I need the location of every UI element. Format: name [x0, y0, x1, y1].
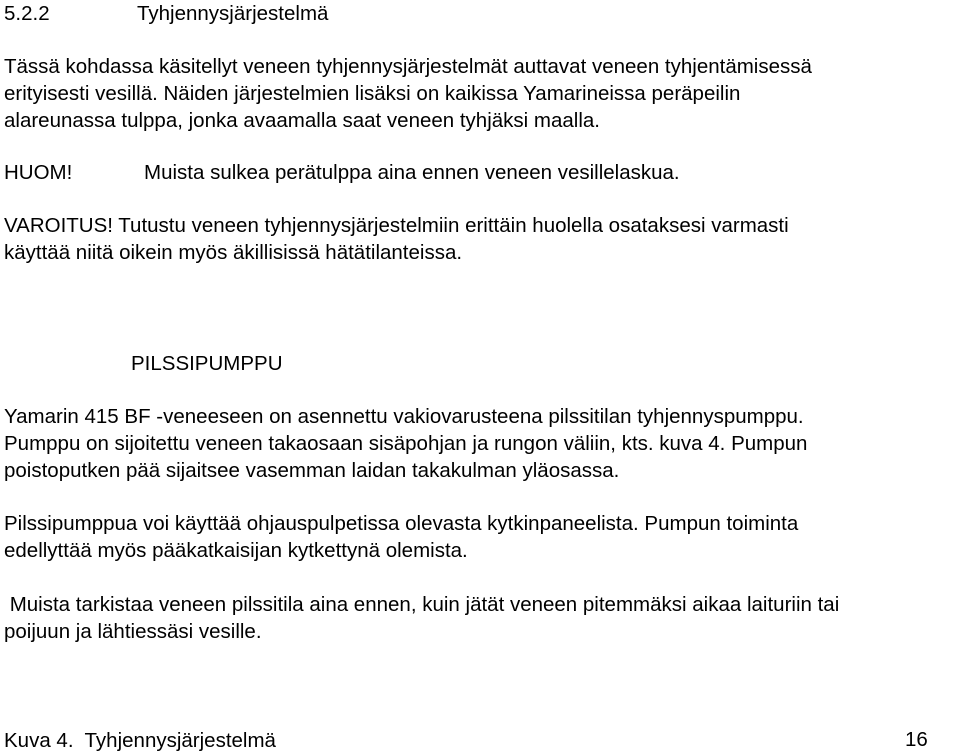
note-label: HUOM! — [4, 161, 73, 184]
warning-label: VAROITUS! — [4, 214, 113, 237]
intro-line: Tässä kohdassa käsitellyt veneen tyhjennysjärjestelmät auttavat veneen tyhjentämisessä — [4, 55, 812, 78]
warning-line-1 — [4, 212, 789, 239]
section-number: 5.2.2 — [4, 2, 50, 25]
pump-line: poijuun ja lähtiessäsi vesille. — [4, 620, 262, 643]
note-text: Muista sulkea perätulppa aina ennen veneen vesillelaskua. — [144, 161, 680, 184]
pump-line: Muista tarkistaa veneen pilssitila aina ennen, kuin jätät veneen pitemmäksi aikaa laituriin tai — [4, 593, 840, 616]
intro-line: alareunassa tulppa, jonka avaamalla saat veneen tyhjäksi maalla. — [4, 109, 601, 132]
warning-line-2: käyttää niitä oikein myös äkillisissä hätätilanteissa. — [4, 241, 463, 264]
pump-line: Pumppu on sijoitettu veneen takaosaan sisäpohjan ja rungon väliin, kts. kuva 4. Pumpun — [4, 432, 808, 455]
figure-caption: Kuva 4. Tyhjennysjärjestelmä — [4, 729, 276, 752]
pump-line: edellyttää myös pääkatkaisijan kytkettynä olemista. — [4, 539, 468, 562]
pump-line: Yamarin 415 BF -veneeseen on asennettu vakiovarusteena pilssitilan tyhjennyspumppu. — [4, 405, 804, 428]
pump-heading: PILSSIPUMPPU — [131, 352, 283, 375]
pump-line: poistoputken pää sijaitsee vasemman laidan takakulman yläosassa. — [4, 459, 620, 482]
page-number: 16 — [905, 728, 928, 751]
section-title: Tyhjennysjärjestelmä — [137, 2, 329, 25]
pump-line: Pilssipumppua voi käyttää ohjauspulpetissa olevasta kytkinpaneelista. Pumpun toiminta — [4, 512, 799, 535]
intro-line: erityisesti vesillä. Näiden järjestelmien lisäksi on kaikissa Yamarineissa peräpeilin — [4, 82, 741, 105]
warning-text: Tutustu veneen tyhjennysjärjestelmiin erittäin huolella osataksesi varmasti — [118, 214, 789, 237]
